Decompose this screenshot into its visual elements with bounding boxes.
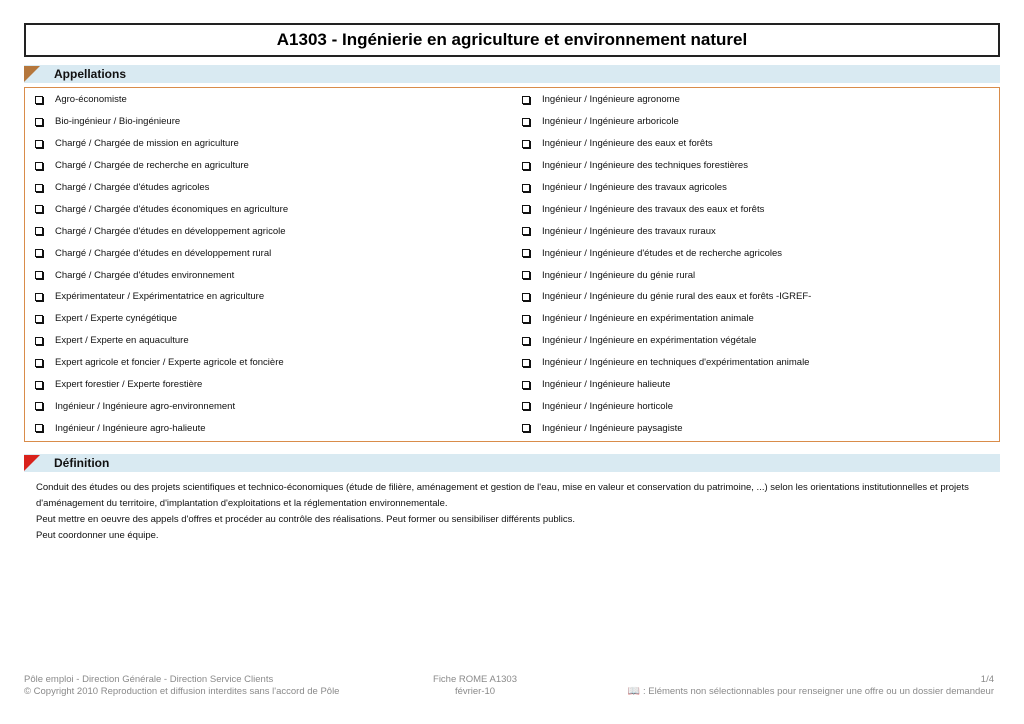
appellation-label: Ingénieur / Ingénieure agro-halieute [55,422,206,434]
appellation-label: Ingénieur / Ingénieure des techniques forestières [542,160,748,172]
appellation-item [35,220,515,242]
appellation-label: Ingénieur / Ingénieure en expérimentation végétale [542,335,757,347]
appellation-item [35,264,515,286]
appellation-item [522,417,992,439]
appellation-label: Chargé / Chargée de mission en agriculture [55,138,239,150]
appellation-item [522,133,992,155]
checkbox-icon [522,402,530,410]
definition-heading: Définition [54,456,110,470]
checkbox-icon [35,337,43,345]
footer-left [24,674,339,698]
corner-flag-icon [24,66,40,82]
appellation-label: Chargé / Chargée d'études en développement rural [55,247,272,259]
checkbox-icon [522,337,530,345]
appellation-label: Chargé / Chargée d'études environnement [55,269,235,281]
footer-date: février-10 [454,686,496,697]
appellation-item [522,286,992,308]
checkbox-icon [35,205,43,213]
book-icon: 📖 [627,686,640,697]
appellation-label: Ingénieur / Ingénieure agro-environnement [55,400,236,412]
checkbox-icon [35,227,43,235]
appellation-item [35,111,515,133]
appellation-label: Ingénieur / Ingénieure arboricole [542,116,679,128]
footer-right [628,674,994,698]
appellation-label: Ingénieur / Ingénieure horticole [542,400,673,412]
checkbox-icon [35,271,43,279]
appellation-label: Expert / Experte en aquaculture [55,335,189,347]
appellation-label: Ingénieur / Ingénieure des travaux ruraux [542,225,716,237]
checkbox-icon [35,359,43,367]
checkbox-icon [522,205,530,213]
checkbox-icon [522,315,530,323]
appellation-label: Ingénieur / Ingénieure halieute [542,379,671,391]
appellation-label: Ingénieur / Ingénieure agronome [542,94,680,106]
checkbox-icon [35,293,43,301]
appellation-item [35,308,515,330]
checkbox-icon [522,424,530,432]
appellation-item [35,155,515,177]
appellation-label: Ingénieur / Ingénieure paysagiste [542,422,683,434]
appellation-item [522,198,992,220]
appellations-list-box [24,87,1000,442]
definition-paragraph: Peut coordonner une équipe. [36,530,159,541]
appellation-item [522,374,992,396]
appellation-label: Expert agricole et foncier / Experte agricole et foncière [55,357,284,369]
appellation-item [35,395,515,417]
appellation-label: Chargé / Chargée de recherche en agriculture [55,160,249,172]
appellations-right-column [522,89,992,439]
appellations-heading: Appellations [54,67,127,81]
appellation-item [35,417,515,439]
checkbox-icon [522,227,530,235]
appellation-item [35,177,515,199]
checkbox-icon [35,96,43,104]
appellation-item [522,220,992,242]
appellation-item [35,286,515,308]
checkbox-icon [35,402,43,410]
appellation-item [522,89,992,111]
checkbox-icon [522,271,530,279]
appellation-item [35,242,515,264]
appellation-item [522,177,992,199]
appellation-item [35,198,515,220]
footer-copyright: © Copyright 2010 Reproduction et diffusion interdites sans l'accord de Pôle [24,686,340,697]
appellation-label: Expérimentateur / Expérimentatrice en agriculture [55,291,265,303]
appellations-section-header [24,65,1000,83]
appellation-label: Expert / Experte cynégétique [55,313,177,325]
appellation-label: Chargé / Chargée d'études agricoles [55,182,210,193]
definition-paragraph: Conduit des études ou des projets scientifiques et technico-économiques (étude de filière, aménagement et gestion de l'eau, mise en valeur et conservation du patrimoine, ...) selon les orientations institutionnelles et projets d'aménagement du territoire, d'implantation d'exploitations et la réglementation environnementale. [36,482,969,509]
corner-flag-icon [24,455,40,471]
appellation-item [35,374,515,396]
appellation-item [35,89,515,111]
footer-organization: Pôle emploi - Direction Générale - Direction Service Clients [24,674,274,685]
checkbox-icon [35,140,43,148]
definition-text [36,480,976,544]
checkbox-icon [522,140,530,148]
appellation-label: Ingénieur / Ingénieure des travaux agricoles [542,182,727,193]
appellation-label: Ingénieur / Ingénieure en techniques d'expérimentation animale [542,357,810,369]
checkbox-icon [35,381,43,389]
appellation-item [35,133,515,155]
footer-center [420,674,530,698]
appellation-item [522,111,992,133]
appellation-label: Expert forestier / Experte forestière [55,379,203,391]
checkbox-icon [522,359,530,367]
appellation-item [522,395,992,417]
footer-page-number: 1/4 [980,674,994,685]
page-title: A1303 - Ingénierie en agriculture et environnement naturel [24,23,1000,57]
checkbox-icon [522,249,530,257]
appellation-item [35,330,515,352]
checkbox-icon [35,315,43,323]
appellation-label: Bio-ingénieur / Bio-ingénieure [55,116,181,128]
footer-document-ref: Fiche ROME A1303 [433,674,517,685]
appellation-label: Ingénieur / Ingénieure d'études et de recherche agricoles [542,247,783,259]
checkbox-icon [522,381,530,389]
appellation-item [522,264,992,286]
appellation-label: Ingénieur / Ingénieure du génie rural [542,269,696,281]
appellation-label: Ingénieur / Ingénieure du génie rural des eaux et forêts -IGREF- [542,291,812,303]
appellation-item [35,352,515,374]
appellation-item [522,330,992,352]
checkbox-icon [35,249,43,257]
appellation-label: Agro-économiste [55,94,127,106]
appellation-item [522,155,992,177]
checkbox-icon [522,184,530,192]
appellation-label: Ingénieur / Ingénieure en expérimentation animale [542,313,754,325]
footer-legend-text: : Eléments non sélectionnables pour renseigner une offre ou un dossier demandeur [642,686,994,697]
checkbox-icon [522,162,530,170]
appellation-label: Chargé / Chargée d'études économiques en agriculture [55,203,289,215]
footer-legend [628,686,994,698]
checkbox-icon [35,162,43,170]
appellation-item [522,352,992,374]
checkbox-icon [35,184,43,192]
appellation-label: Chargé / Chargée d'études en développement agricole [55,225,286,237]
appellations-left-column [35,89,515,439]
appellation-item [522,242,992,264]
appellation-item [522,308,992,330]
appellation-label: Ingénieur / Ingénieure des travaux des eaux et forêts [542,203,765,215]
checkbox-icon [35,118,43,126]
appellation-label: Ingénieur / Ingénieure des eaux et forêts [542,138,713,150]
definition-section-header [24,454,1000,472]
checkbox-icon [35,424,43,432]
definition-paragraph: Peut mettre en oeuvre des appels d'offres et procéder au contrôle des réalisations. Peut former ou sensibiliser différents publics. [36,514,576,525]
checkbox-icon [522,118,530,126]
checkbox-icon [522,96,530,104]
checkbox-icon [522,293,530,301]
